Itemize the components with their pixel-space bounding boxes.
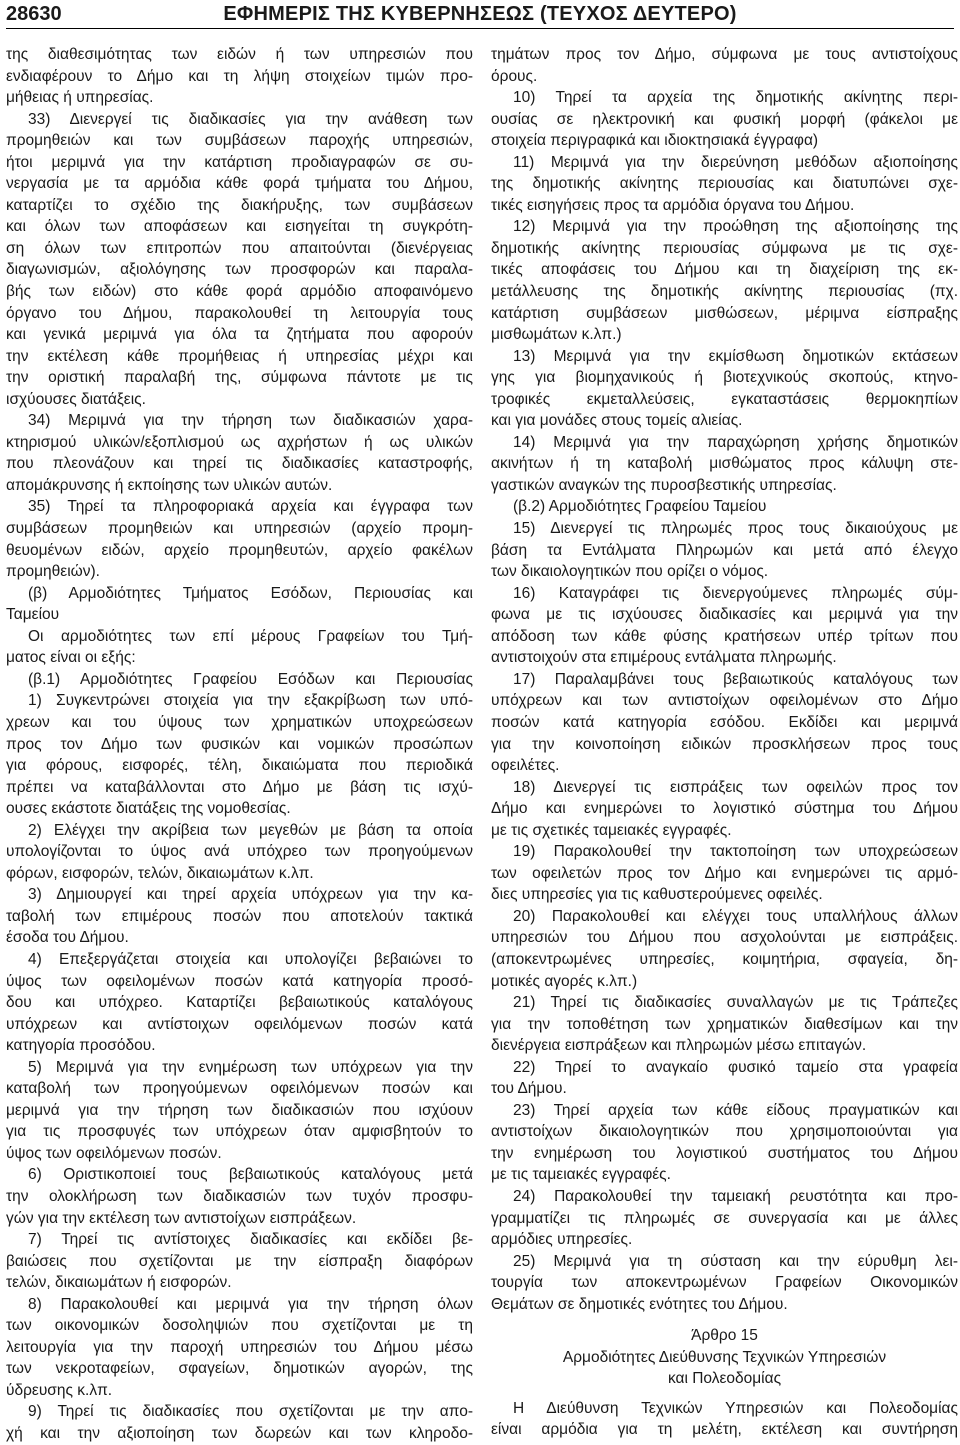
text-line: ενδιαφέρουν το Δήμο και τη λήψη στοιχείων τιμών προ- (6, 67, 473, 85)
text-line: 1) Συγκεντρώνει στοιχεία για την εξακρίβωση των υπό- (28, 692, 473, 710)
text-line: 24) Παρακολουθεί την ταμειακή ρευστότητα και προ- (513, 1187, 958, 1205)
text-line: τουργία των αποκεντρωμένων Γραφείων Οικονομικών (491, 1274, 958, 1292)
text-line: για την τοποθέτηση των χρηματικών διαθεσίμων και την (491, 1015, 958, 1033)
text-line: έσοδα του Δήμου. (6, 929, 129, 947)
text-line: (β.1) Αρμοδιότητες Γραφείου Εσόδων και Περιουσίας (28, 670, 473, 688)
text-line: οφειλέτες. (491, 757, 560, 775)
text-line: με τις σχετικές ταμειακές εγγραφές. (491, 821, 732, 839)
text-line: ακινήτων ή τη καταβολή μισθώματος προς κάλυψη στε- (491, 455, 958, 473)
text-line: 6) Οριστικοποιεί τους βεβαιωτικούς καταλόγους μετά (28, 1166, 473, 1184)
text-line: νεργασία με τα αρμόδια κάθε φορά τμήματα του Δήμου, (6, 175, 473, 193)
right-column (491, 44, 958, 1441)
text-line: Η Διεύθυνση Τεχνικών Υπηρεσιών και Πολεοδομίας (513, 1399, 958, 1417)
text-line: των δικαιολογητικών που ορίζει ο νόμος. (491, 563, 769, 581)
article-subheading-line2: και Πολεοδομίας (667, 1370, 782, 1388)
text-line: 23) Τηρεί αρχεία των κάθε είδους πραγματικών και (513, 1101, 958, 1119)
text-line: φόρων, εισφορών, τελών, δικαιωμάτων κ.λπ. (6, 864, 314, 882)
text-line: προς τον Δήμο των φυσικών και νομικών προσώπων (6, 735, 473, 753)
text-line: ματος είναι οι εξής: (6, 649, 136, 667)
text-line: μετάλλευσης της δημοτικής ακίνητης περιουσίας (πχ. (491, 283, 958, 301)
text-line: 11) Μεριμνά για την διερεύνηση μεθόδων αξιοποίησης (513, 153, 958, 171)
text-line: την ολοκλήρωση των διαδικασιών των τυχόν προσφυ- (6, 1187, 473, 1205)
text-line: φωνα με τις ισχύουσες διαδικασίες και μεριμνά για την (491, 606, 958, 624)
page-header (6, 2, 954, 29)
text-line: απομάκρυνσης ή εκποίησης των υλικών αυτών. (6, 476, 333, 494)
text-line: υπόχρεων και αντίστοιχων οφειλόμενων ποσών κατά (6, 1015, 473, 1033)
text-line: χρεων και του ύψους των χρηματικών υποχρεώσεων (6, 713, 473, 731)
right-column-text (491, 44, 958, 1315)
spacer (491, 1390, 958, 1398)
text-line: 33) Διενεργεί τις διαδικασίες για την ανάθεση των (28, 110, 473, 128)
text-line: και όλων των αποφάσεων και εισηγείται τη συγκρότη- (6, 218, 473, 236)
text-line: ταβολή των επιμέρους ποσών που αποτελούν τακτικά (6, 907, 473, 925)
text-line: κτηρισμού υλικών/εξοπλισμού ως αχρήστων ή ως υλικών (6, 433, 473, 451)
text-line: μεριμνά για την τήρηση των διαδικασιών που ισχύουν (6, 1101, 473, 1119)
text-line: προμηθειών). (6, 563, 100, 581)
text-line: για την κοινοποίηση ειδικών προσκλήσεων προς τους (491, 735, 958, 753)
text-line: γης για βιομηχανικούς ή βιοτεχνικούς σκοπούς, κτηνο- (491, 369, 958, 387)
text-line: 8) Παρακολουθεί και μεριμνά για την τήρηση όλων (28, 1295, 473, 1313)
text-line: Δήμο και ενημερώνει το λογιστικό σύστημα του Δήμου (491, 800, 958, 818)
text-line: αντιστοίχων δικαιολογητικών που χρησιμοποιούνται για (491, 1123, 958, 1141)
text-line: γραμματίζει τις πληρωμές σε συνεργασία και με άλλες (491, 1209, 958, 1227)
text-line: μήθειας ή υπηρεσίας. (6, 89, 154, 107)
text-line: 10) Τηρεί τα αρχεία της δημοτικής ακίνητης περι- (513, 89, 958, 107)
text-line: όρους. (491, 67, 538, 85)
text-line: τικές εισηγήσεις προς τα αρμόδια όργανα του Δήμου. (491, 196, 855, 214)
text-line: βαιώσεις που σχετίζονται με την είσπραξη διαφόρων (6, 1252, 473, 1270)
text-line: 4) Επεξεργάζεται στοιχεία και υπολογίζει βεβαιώνει το (28, 950, 473, 968)
text-line: και για μονάδες στους τομείς αλιείας. (491, 412, 743, 430)
text-line: υπηρεσιών του Δήμου που ασχολούνται με εισπράξεις. (491, 929, 958, 947)
text-line: όργανο του Δήμου, παρακολουθεί τη λειτουργία τους (6, 304, 473, 322)
text-line: λειτουργία για την παροχή υπηρεσιών του Δήμου μέσω (6, 1338, 473, 1356)
text-line: τημάτων προς τον Δήμο, σύμφωνα με τους αντιστοίχους (491, 46, 958, 63)
text-line: 13) Μεριμνά για την εκμίσθωση δημοτικών εκτάσεων (513, 347, 958, 365)
text-line: κατάρτιση συμβάσεων μισθώσεων, μέριμνα είσπραξης (491, 304, 958, 322)
text-line: 18) Διενεργεί τις εισπράξεις των οφειλών προς τον (513, 778, 958, 796)
text-line: την εκτέλεση κάθε προμήθειας ή υπηρεσίας μέχρι και (6, 347, 473, 365)
article-heading: Άρθρο 15 (691, 1327, 758, 1345)
text-line: ήτοι μεριμνά για την κατάρτιση προδιαγραφών σε συ- (6, 153, 473, 171)
page-number: 28630 (6, 3, 62, 25)
text-line: ση όλων των επιτροπών που απαιτούνται (διενέργειας (6, 239, 473, 257)
text-line: δημοτικής ακίνητης περιουσίας σύμφωνα με τις σχε- (491, 239, 958, 257)
text-line: (β.2) Αρμοδιότητες Γραφείου Ταμείου (513, 498, 767, 516)
text-line: θευομένων ειδών, αρχείο προμηθευτών, αρχείο φακέλων (6, 541, 473, 559)
text-line: για φόρους, εισφορές, τέλη, δικαιώματα που περιοδικά (6, 757, 473, 775)
text-line: 35) Τηρεί τα πληροφοριακά αρχεία και έγγραφα των (28, 498, 473, 516)
text-line: του Δήμου. (491, 1080, 567, 1098)
text-line: τροφικές εκμεταλλεύσεις, εγκαταστάσεις θερμοκηπίων (491, 390, 958, 408)
text-line: 25) Μεριμνά για τη σύσταση και την εύρυθμη λει- (513, 1252, 958, 1270)
text-line: υπόχρεων και των αντιστοίχων οφειλομένων στο Δήμο (491, 692, 958, 710)
text-line: ουσίας σε ηλεκτρονική και φυσική μορφή (φάκελοι με (491, 110, 958, 128)
text-line: 3) Δημιουργεί και τηρεί αρχεία υπόχρεων για την κα- (28, 886, 473, 904)
text-line: ύδρευσης κ.λπ. (6, 1381, 113, 1399)
text-line: τικές αποφάσεις του Δήμου και τη διαχείριση της εκ- (491, 261, 958, 279)
text-line: διενέργεια εισπράξεων και πληρωμών μέσω επιταγών. (491, 1037, 867, 1055)
text-line: απόδοση των κάθε φύσης κρατήσεων υπέρ τρίτων που (491, 627, 958, 645)
text-line: 34) Μεριμνά για την τήρηση των διαδικασιών χαρα- (28, 412, 473, 430)
text-line: 17) Παραλαμβάνει τους βεβαιωτικούς καταλόγους των (513, 670, 958, 688)
text-line: καταβολή των προηγούμενων οφειλόμενων ποσών και (6, 1080, 473, 1098)
text-line: την οριστική παραλαβή της, σύμφωνα πάντοτε με τις (6, 369, 473, 387)
text-line: με τις ταμειακές εγγραφές. (491, 1166, 671, 1184)
text-line: 20) Παρακολουθεί και ελέγχει τους υπαλλήλους άλλων (513, 907, 958, 925)
text-line: (β) Αρμοδιότητες Τμήματος Εσόδων, Περιουσίας και (28, 584, 473, 602)
text-line: 19) Παρακολουθεί την τακτοποίηση των υποχρεώσεων (513, 843, 958, 861)
text-line: ουσες εκάστοτε διατάξεις της νομοθεσίας. (6, 800, 291, 818)
text-line: είναι αρμόδια για τη μελέτη, εκτέλεση και συντήρηση (491, 1421, 958, 1439)
text-line: 14) Μεριμνά για την παραχώρηση χρήσης δημοτικών (513, 433, 958, 451)
text-line: αντιστοιχούν στα επιμέρους εντάλματα πληρωμής. (491, 649, 837, 667)
text-line: των νεκροταφείων, σφαγείων, δημοτικών αγορών, της (6, 1360, 473, 1378)
text-line: 22) Τηρεί το αναγκαίο φυσικό ταμείο στα γραφεία (513, 1058, 958, 1076)
text-line: και γενικά μεριμνά για όλα τα ζητήματα που αφορούν (6, 326, 473, 344)
text-line: δου και υπόχρεο. Καταρτίζει βεβαιωτικούς καταλόγους (6, 994, 473, 1012)
text-line: γαστικών αναγκών της πυροσβεστικής υπηρεσίας. (491, 476, 837, 494)
text-line: μισθωμάτων κ.λπ.) (491, 326, 622, 344)
text-line: της δημοτικής ακίνητης περιουσίας και διατυπώνει σχε- (491, 175, 958, 193)
text-line: στοιχεία περιγραφικά και ιδιοκτησιακά έγγραφα) (491, 132, 819, 150)
text-line: Θεμάτων σε δημοτικές ενότητες του Δήμου. (491, 1295, 788, 1313)
text-line: για τις προσφυγές των υπόχρεων όταν αμφισβητούν το (6, 1123, 473, 1141)
spacer (491, 1315, 958, 1325)
article-subheading-line1: Αρμοδιότητες Διεύθυνσης Τεχνικών Υπηρεσιών (562, 1348, 887, 1366)
text-line: των οφειλετών προς τον Δήμο και ενημερώνει τις αρμό- (491, 864, 958, 882)
text-line: που πλεονάζουν και τηρεί τις διαδικασίες καταστροφής, (6, 455, 473, 473)
text-line: 9) Τηρεί τις διαδικασίες που σχετίζονται με την απο- (28, 1403, 473, 1421)
text-line: 5) Μεριμνά για την ενημέρωση των υπόχρεων για την (28, 1058, 473, 1076)
text-line: 12) Μεριμνά για την προώθηση της αξιοποίησης της (513, 218, 958, 236)
text-line: κατηγορία προσόδου. (6, 1037, 156, 1055)
text-line: μοτικές αγορές κ.λπ.) (491, 972, 638, 990)
text-line: ύψος των οφειλόμενων ποσών. (6, 1144, 222, 1162)
gazette-title: ΕΦΗΜΕΡΙΣ ΤΗΣ ΚΥΒΕΡΝΗΣΕΩΣ (ΤΕΥΧΟΣ ΔΕΥΤΕΡΟ) (223, 3, 737, 25)
text-line: διαγωνισμών, αξιολόγησης των προσφορών και παραλα- (6, 261, 473, 279)
text-line: αρμόδιες υπηρεσίες. (491, 1231, 633, 1249)
article-body (491, 1398, 958, 1441)
text-line: (αποκεντρωμένες υπηρεσίες, κοιμητήρια, σφαγεία, δη- (491, 950, 958, 968)
text-line: ύψος των οφειλομένων ποσών κατά κατηγορία προσό- (6, 972, 473, 990)
text-line: διες υπηρεσίες για τις καθυστερούμενες οφειλές. (491, 886, 823, 904)
text-line: Ταμείου (6, 606, 60, 624)
text-line: 15) Διενεργεί τις πληρωμές προς τους δικαιούχους με (513, 520, 958, 538)
text-line: την ενημέρωση του λογιστικού συστήματος του Δήμου (491, 1144, 958, 1162)
text-line: υπολογίζονται το ύψος ανά υπόχρεο των προηγούμενων (6, 843, 473, 861)
text-line: βής των ειδών) στο κάθε φορά αρμόδιο αποφαινόμενο (6, 283, 473, 301)
text-line: τελών, δικαιωμάτων ή εισφορών. (6, 1274, 232, 1292)
text-line: της διαθεσιμότητας των ειδών ή των υπηρεσιών που (6, 46, 473, 63)
text-line: των οικονομικών δοσοληψιών που σχετίζονται με τη (6, 1317, 473, 1335)
text-line: προμηθειών και των συμβάσεων παροχής υπηρεσιών, (6, 132, 473, 150)
text-line: συμβάσεων προμηθειών και υπηρεσιών (αρχείο προμη- (6, 520, 473, 538)
text-line: γών για την εκτέλεση των αντιστοίχων εισπράξεων. (6, 1209, 357, 1227)
text-line: ποσών κατά κατηγορία εσόδου. Εκδίδει και μεριμνά (491, 713, 958, 731)
text-line: πρέπει να καταβάλλονται στο Δήμο με βάση τις ισχύ- (6, 778, 473, 796)
text-line: χή και την αξιοποίηση των δωρεών και των κληροδο- (6, 1425, 473, 1442)
left-column (6, 44, 473, 1445)
text-line: 16) Καταγράφει τις διενεργούμενες πληρωμές σύμ- (513, 584, 958, 602)
text-line: ισχύουσες διατάξεις. (6, 390, 146, 408)
text-line: Οι αρμοδιότητες των επί μέρους Γραφείων του Τμή- (28, 627, 473, 645)
text-line: 21) Τηρεί τις διαδικασίες συναλλαγών με τις Τράπεζες (513, 994, 958, 1012)
text-line: 2) Ελέγχει την ακρίβεια των μεγεθών με βάση τα οποία (28, 821, 473, 839)
text-line: βάση τα Εντάλματα Πληρωμών και μετά από έλεγχο (491, 541, 958, 559)
text-line: 7) Τηρεί τις αντίστοιχες διαδικασίες και εκδίδει βε- (28, 1231, 473, 1249)
text-line: καταρτίζει το σχέδιο της διακήρυξης, των συμβάσεων (6, 196, 473, 214)
